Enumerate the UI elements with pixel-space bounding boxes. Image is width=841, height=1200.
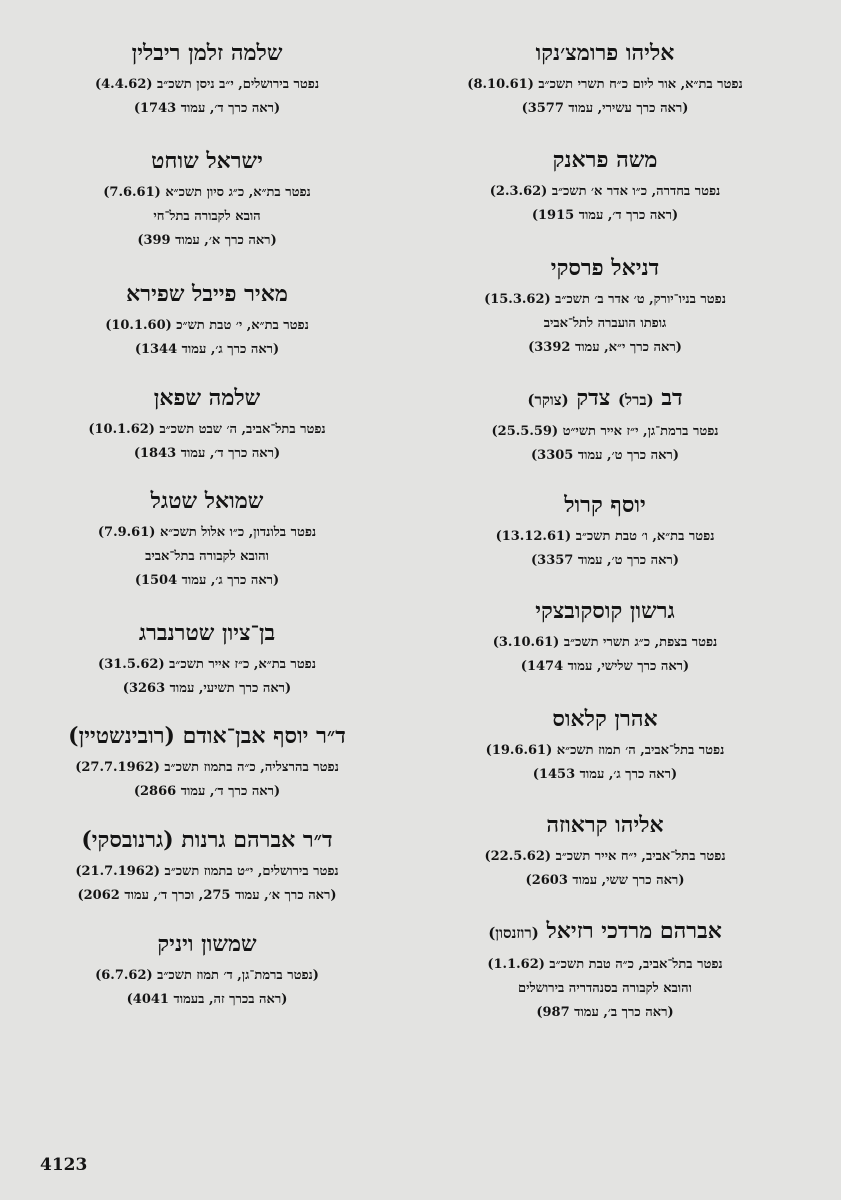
obituary-entry	[490, 147, 720, 255]
entry-death-line: נפטר בצפת, כ״ג תשרי תשכ״ב (3.10.61)	[492, 635, 718, 650]
obituary-entry	[492, 385, 719, 492]
obituary-entry	[88, 385, 325, 488]
entry-name: ד״ר יוסף אבן־אודם (רובינשטיין)	[68, 723, 346, 749]
entry-name-part: צדק	[576, 385, 611, 411]
entry-name-part: דב	[661, 385, 683, 411]
entry-reference: (ראה כרך ג׳, עמוד 1504)	[134, 573, 280, 588]
entry-death-line: נפטר בלונדון, כ״ו אלול תשכ״א (7.9.61)	[97, 525, 317, 540]
entry-reference: (ראה כרך שלישי, עמוד 1474)	[520, 659, 690, 674]
entry-name-part: אברהם מרדכי רזיאל	[546, 918, 722, 944]
entry-reference: (ראה כרך ששי, עמוד 2603)	[525, 873, 685, 888]
entry-reference: (ראה כרך ד׳, עמוד 1843)	[133, 446, 281, 461]
obituary-entry	[95, 931, 319, 1015]
entry-reference: (ראה כרך ג׳, עמוד 1453)	[532, 767, 678, 782]
entry-death-line: נפטר ברמת־גן, י״ז אייר תשי״ט (25.5.59)	[491, 424, 719, 439]
entry-death-line: נפטר בירושלים, י״ט בתמוז תשכ״ב (21.7.1962)	[75, 864, 339, 879]
entry-reference: (ראה כרך ד׳, עמוד 1743)	[133, 101, 281, 116]
left-column	[22, 40, 392, 1015]
obituary-entry	[484, 812, 725, 918]
entry-name: גרשון קוסקובצקי	[535, 598, 675, 624]
entry-death-line: נפטר בת״א, אור ליום כ״ח תשרי תשכ״ב (8.10.61)	[467, 77, 743, 92]
entry-reference: (ראה כרך עשירי, עמוד 3577)	[521, 101, 689, 116]
entry-name: אליהו פרומצ׳נקו	[535, 40, 675, 66]
obituary-entry	[68, 723, 346, 827]
entry-reference: (ראה בכרך זה, בעמוד 4041)	[126, 992, 288, 1007]
obituary-entry	[105, 281, 309, 385]
entry-name: ד״ר אברהם גרנות (גרנובסקי)	[81, 827, 333, 853]
entry-death-line: נפטר בת״א, כ״ז אייר תשכ״ב (31.5.62)	[98, 657, 316, 672]
entry-death-line: נפטר בתל־אביב, ה׳ תמוז תשכ״א (19.6.61)	[485, 743, 725, 758]
entry-name: שלמה זלמן ריבלין	[131, 40, 283, 66]
entry-death-line: נפטר בחדרה, כ״ו אדר א׳ תשכ״ב (2.3.62)	[489, 184, 721, 199]
entry-name: אליהו קראוזה	[546, 812, 664, 838]
entry-death-line: נפטר בת״א, ו׳ טבת תשכ״ב (13.12.61)	[495, 529, 715, 544]
entry-reference: (ראה כרך תשיעי, עמוד 3263)	[122, 681, 292, 696]
obituary-entry	[103, 148, 311, 281]
obituary-entry	[98, 620, 316, 723]
entry-name-parenthetical: (רוזנסון)	[488, 924, 539, 942]
entry-reference: (ראה כרך ט׳, עמוד 3357)	[531, 553, 679, 568]
entry-name-parenthetical: (צוקר)	[527, 391, 569, 409]
entry-name: שמואל שטגל	[150, 488, 264, 514]
entry-name-parenthetical: (ברל)	[617, 391, 654, 409]
entry-name: שמשון ויניק	[157, 931, 257, 957]
entry-reference: (ראה כרך ד׳, עמוד 2866)	[133, 784, 281, 799]
entry-reference: (ראה כרך י״א, עמוד 3392)	[528, 340, 682, 355]
entry-name: שלמה שפאן	[153, 385, 261, 411]
entry-name: מאיר פייבל שפירא	[126, 281, 288, 307]
obituary-entry	[467, 40, 742, 147]
obituary-entry	[486, 706, 725, 812]
entry-note: הובא לקבורה בתל־חי	[153, 209, 261, 224]
page-number: 4123	[40, 1155, 88, 1175]
entry-reference: (ראה כרך א׳, עמוד 275, וכרך ד׳, עמוד 2062)	[77, 888, 337, 903]
entry-name: ישראל שוחט	[151, 148, 263, 174]
obituary-entry	[487, 918, 722, 1028]
entry-name: דניאל פרסקי	[550, 255, 660, 281]
entry-death-line: נפטר בתל־אביב, ה׳ שבט תשכ״ב (10.1.62)	[88, 422, 326, 437]
obituary-entry	[484, 255, 726, 385]
entry-death-line: נפטר בהרצליה, כ״ה בתמוז תשכ״ב (27.7.1962)	[75, 760, 339, 775]
obituary-entry	[493, 598, 718, 706]
obituary-entry	[496, 492, 715, 598]
entry-name	[527, 385, 682, 413]
entry-reference: (ראה כרך ב׳, עמוד 987)	[536, 1005, 674, 1020]
entry-death-line: (נפטר ברמת־גן, ד׳ תמוז תשכ״ב (6.7.62)	[95, 968, 319, 983]
entry-death-line: נפטר בת״א, י׳ טבת תש״כ (10.1.60)	[105, 318, 309, 333]
entry-death-line: נפטר בירושלים, י״ב ניסן תשכ״ב (4.4.62)	[94, 77, 320, 92]
obituary-entry	[75, 827, 338, 931]
entry-name	[488, 918, 722, 946]
entry-note: גופתו הועברה לתל־אביב	[543, 316, 667, 331]
entry-note: והובא לקבורה בסנהדריה בירושלים	[518, 981, 692, 996]
obituary-entry	[95, 40, 319, 148]
entry-name: משה פראנק	[552, 147, 658, 173]
entry-reference: (ראה כרך א׳, עמוד 399)	[137, 233, 277, 248]
entry-death-line: נפטר בניו־יורק, ט׳ אדר ב׳ תשכ״ב (15.3.62)	[484, 292, 726, 307]
obituary-entry	[98, 488, 316, 620]
entry-reference: (ראה כרך ג׳, עמוד 1344)	[134, 342, 280, 357]
right-column	[420, 40, 790, 1028]
entry-death-line: נפטר בתל־אביב, י״ח אייר תשכ״ב (22.5.62)	[484, 849, 726, 864]
entry-name: אהרן קלאוס	[552, 706, 658, 732]
entry-reference: (ראה כרך ט׳, עמוד 3305)	[531, 448, 679, 463]
entry-death-line: נפטר בתל־אביב, כ״ה טבת תשכ״ב (1.1.62)	[487, 957, 723, 972]
entry-name: יוסף קרול	[564, 492, 646, 518]
entry-death-line: נפטר בת״א, כ״ג סיון תשכ״א (7.6.61)	[103, 185, 311, 200]
entry-reference: (ראה כרך ד׳, עמוד 1915)	[531, 208, 679, 223]
entry-name: בן־ציון שטרנברג	[138, 620, 276, 646]
entry-note: והובא לקבורה בתל־אביב	[145, 549, 269, 564]
